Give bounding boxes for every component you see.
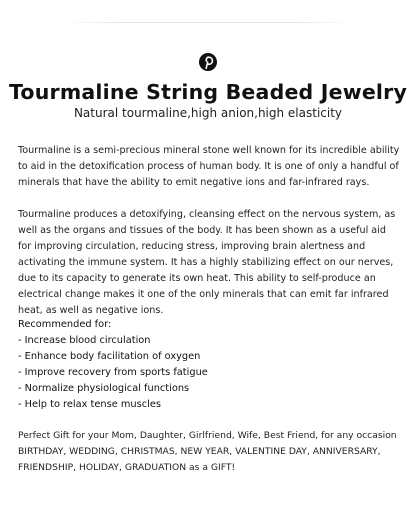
intro-paragraph: Tourmaline is a semi-precious mineral stone well known for its incredible ability to aid in the detoxification process of human body. It is one of only a handful of minerals that have the ability to emit negative ions and far-infrared rays. xyxy=(18,145,400,188)
top-divider xyxy=(60,22,356,23)
list-item: - Improve recovery from sports fatigue xyxy=(18,367,208,378)
recommended-heading: Recommended for: xyxy=(18,319,112,330)
pinterest-logo-icon xyxy=(199,53,217,71)
benefits-paragraph: Tourmaline produces a detoxifying, cleansing effect on the nervous system, as well as the organs and tissues of the body. It has been shown as a useful aid for improving circulation, reducing stress, improving brain alertness and activating the immune system. It has a highly stabilizing effect on our nerves, due to its capacity to generate its own heat. This ability to self-produce an electrical change makes it one of the only minerals that can emit far infrared heat, as well as negative ions. xyxy=(18,209,396,316)
gift-line: FRIENDSHIP, HOLIDAY, GRADUATION as a GIFT! xyxy=(18,462,236,473)
list-item: - Enhance body facilitation of oxygen xyxy=(18,351,201,362)
gift-section xyxy=(18,428,408,476)
page-subtitle: Natural tourmaline,high anion,high elasticity xyxy=(73,106,343,120)
list-item: - Help to relax tense muscles xyxy=(18,399,161,410)
recommended-list xyxy=(18,317,402,413)
list-item: - Normalize physiological functions xyxy=(18,383,190,394)
pinterest-glyph-icon xyxy=(202,55,214,69)
gift-line: BIRTHDAY, WEDDING, CHRISTMAS, NEW YEAR, VALENTINE DAY, ANNIVERSARY, xyxy=(18,446,381,457)
page-title: Tourmaline String Beaded Jewelry xyxy=(8,80,408,104)
gift-line: Perfect Gift for your Mom, Daughter, Girlfriend, Wife, Best Friend, for any occasion xyxy=(18,430,397,441)
list-item: - Increase blood circulation xyxy=(18,335,151,346)
